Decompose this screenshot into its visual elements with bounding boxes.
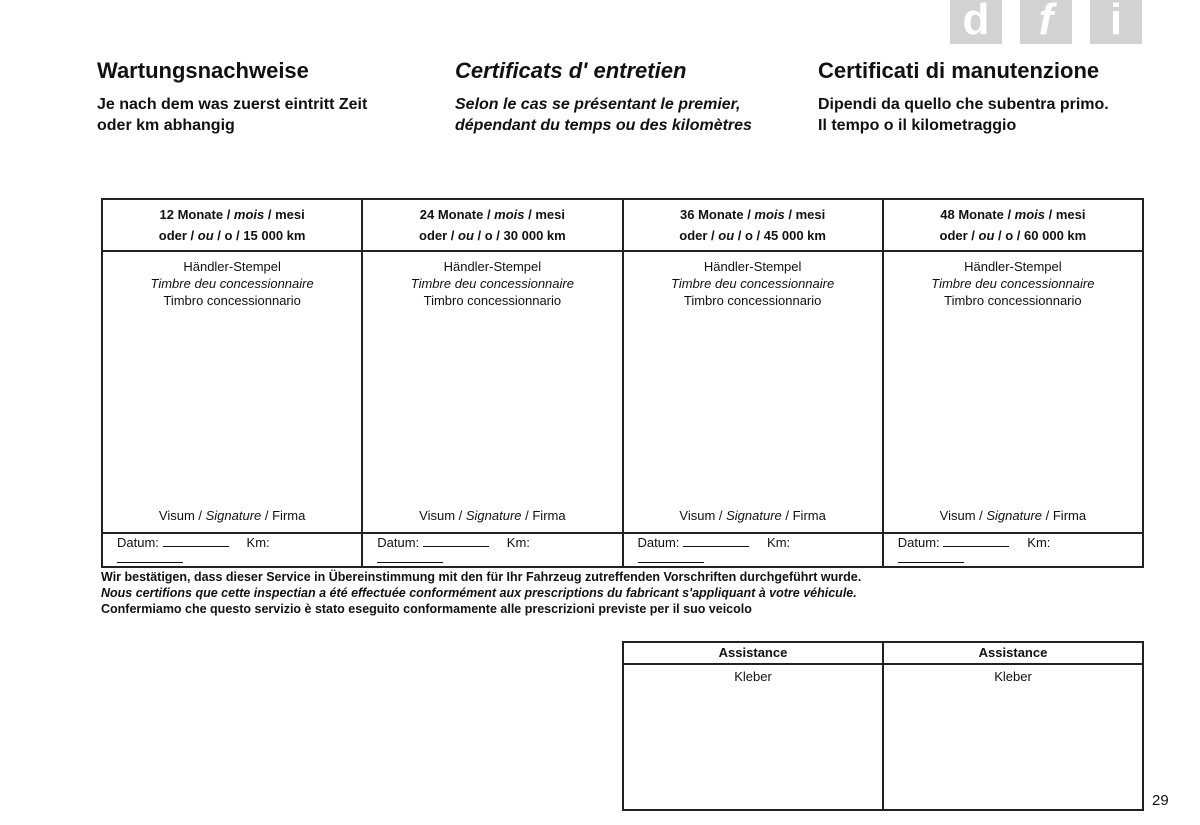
cell-text: 30 000 km bbox=[503, 228, 566, 243]
cell-text: Signature bbox=[205, 508, 262, 523]
cell-text: / Firma bbox=[1042, 508, 1087, 523]
cell-text: / bbox=[1003, 207, 1015, 222]
assistance-sticker-field[interactable]: Kleber bbox=[883, 664, 1143, 810]
heading-sub: dépendant du temps ou des kilomètres bbox=[455, 117, 752, 134]
cell-text: / mesi bbox=[788, 207, 826, 222]
cell-text: Timbre deu concessionnaire bbox=[410, 276, 574, 291]
cell-text: mois bbox=[494, 207, 525, 222]
signature-label bbox=[624, 507, 882, 524]
cell-text bbox=[898, 550, 964, 563]
signature-label bbox=[103, 507, 361, 524]
signature-label bbox=[363, 507, 621, 524]
cell-text bbox=[363, 225, 621, 246]
language-tab-i: i bbox=[1090, 0, 1142, 44]
cell-text: 36 Monate bbox=[680, 207, 744, 222]
cell-text: mois bbox=[754, 207, 785, 222]
cell-text: / Firma bbox=[781, 508, 826, 523]
cell-text: Signature bbox=[465, 508, 522, 523]
cell-text: ou bbox=[197, 228, 214, 243]
cell-text bbox=[363, 204, 621, 225]
dealer-stamp-field[interactable] bbox=[362, 251, 622, 533]
cell-text: Datum: bbox=[897, 535, 940, 550]
cell-text bbox=[103, 225, 361, 246]
dealer-stamp-field[interactable] bbox=[102, 251, 362, 533]
cell-text: / o / bbox=[473, 228, 504, 243]
cell-text: / bbox=[743, 207, 755, 222]
cell-text: mois bbox=[1014, 207, 1046, 222]
cell-text: oder / bbox=[939, 228, 979, 243]
cell-text: Visum / bbox=[158, 508, 206, 523]
cell-text: Timbre deu concessionnaire bbox=[931, 276, 1095, 291]
cell-text: oder / bbox=[158, 228, 198, 243]
heading-sub: oder km abhangig bbox=[97, 117, 235, 134]
heading-sub: Dipendi da quello che subentra primo. bbox=[818, 96, 1109, 113]
heading-title: Certificats d' entretien bbox=[455, 58, 687, 83]
cell-text: Timbro concessionnario bbox=[944, 293, 1082, 308]
cell-text: / Firma bbox=[521, 508, 566, 523]
cell-text bbox=[624, 225, 882, 246]
cell-text: Signature bbox=[726, 508, 782, 523]
cert-de: Wir bestätigen, dass dieser Service in Übereinstimmung mit den für Ihr Fahrzeug zutreffenden Vorschriften durchgeführt wurde. bbox=[101, 570, 862, 584]
cell-text bbox=[423, 534, 489, 547]
service-table bbox=[101, 198, 1144, 568]
cell-text: / bbox=[483, 207, 495, 222]
cell-text: Timbre deu concessionnaire bbox=[671, 276, 835, 291]
assistance-header: Assistance bbox=[883, 642, 1143, 664]
cell-text: / mesi bbox=[528, 207, 565, 222]
cell-text bbox=[683, 534, 749, 547]
date-km-field[interactable] bbox=[102, 533, 362, 567]
cell-text: / o / bbox=[994, 228, 1025, 243]
cell-text: Signature bbox=[986, 508, 1043, 523]
date-km-field[interactable] bbox=[623, 533, 883, 567]
cell-text: / mesi bbox=[267, 207, 305, 222]
cell-text bbox=[638, 550, 704, 563]
cell-text bbox=[103, 204, 361, 225]
assistance-header: Assistance bbox=[623, 642, 883, 664]
heading-sub: Il tempo o il kilometraggio bbox=[818, 117, 1017, 134]
cell-text: / Firma bbox=[261, 508, 306, 523]
cell-text: / o / bbox=[734, 228, 764, 243]
cell-text: Visum / bbox=[679, 508, 727, 523]
cell-text: Visum / bbox=[939, 508, 987, 523]
cell-text bbox=[117, 550, 183, 563]
certification-text bbox=[101, 569, 861, 617]
cell-text: Datum: bbox=[377, 535, 420, 550]
cell-text: Datum: bbox=[117, 535, 159, 550]
cell-text bbox=[377, 550, 443, 563]
cert-it: Confermiamo che questo servizio è stato eseguito conformamente alle prescrizioni previste per il suo veicolo bbox=[101, 602, 752, 616]
interval-header bbox=[362, 199, 622, 251]
interval-header bbox=[623, 199, 883, 251]
cell-text: / o / bbox=[213, 228, 244, 243]
cell-text: Km: bbox=[1027, 535, 1051, 550]
cell-text: ou bbox=[718, 228, 735, 243]
heading-sub: Selon le cas se présentant le premier, bbox=[455, 96, 741, 113]
cell-text: Km: bbox=[506, 535, 530, 550]
cell-text: 24 Monate bbox=[419, 207, 484, 222]
assistance-table bbox=[622, 641, 1144, 811]
cell-text: 60 000 km bbox=[1024, 228, 1087, 243]
cell-text: Visum / bbox=[419, 508, 466, 523]
signature-label bbox=[884, 507, 1142, 524]
cell-text: Km: bbox=[246, 535, 270, 550]
cell-text bbox=[624, 204, 882, 225]
cert-fr: Nous certifions que cette inspectian a été effectuée conformément aux prescriptions du fabricant s'appliquant à votre véhicule. bbox=[101, 586, 857, 600]
language-tab-d: d bbox=[950, 0, 1002, 44]
date-km-field[interactable] bbox=[362, 533, 622, 567]
cell-text: ou bbox=[458, 228, 474, 243]
page-number: 29 bbox=[1152, 792, 1169, 809]
cell-text bbox=[943, 534, 1009, 547]
cell-text: Km: bbox=[767, 535, 791, 550]
heading-fr bbox=[455, 58, 752, 136]
cell-text: 48 Monate bbox=[940, 207, 1004, 222]
cell-text: Händler-Stempel bbox=[964, 259, 1062, 274]
cell-text: Timbro concessionnario bbox=[423, 293, 562, 308]
cell-text: Händler-Stempel bbox=[703, 259, 802, 274]
heading-title: Certificati di manutenzione bbox=[818, 58, 1100, 83]
cell-text: 15 000 km bbox=[243, 228, 306, 243]
cell-text bbox=[884, 204, 1142, 225]
cell-text: Timbro concessionnario bbox=[163, 293, 301, 308]
cell-text bbox=[163, 534, 229, 547]
cell-text: oder / bbox=[419, 228, 459, 243]
cell-text bbox=[884, 225, 1142, 246]
cell-text: Händler-Stempel bbox=[183, 259, 281, 274]
interval-header bbox=[102, 199, 362, 251]
cell-text: / bbox=[223, 207, 234, 222]
cell-text: ou bbox=[978, 228, 995, 243]
cell-text: Händler-Stempel bbox=[443, 259, 542, 274]
heading-title: Wartungsnachweise bbox=[97, 58, 309, 83]
cell-text: Datum: bbox=[637, 535, 680, 550]
date-km-field[interactable] bbox=[883, 533, 1143, 567]
cell-text: Timbro concessionnario bbox=[683, 293, 822, 308]
cell-text: / mesi bbox=[1048, 207, 1086, 222]
heading-de bbox=[97, 58, 367, 136]
dealer-stamp-field[interactable] bbox=[623, 251, 883, 533]
heading-sub: Je nach dem was zuerst eintritt Zeit bbox=[97, 96, 368, 113]
cell-text: 45 000 km bbox=[763, 228, 826, 243]
cell-text: mois bbox=[233, 207, 265, 222]
dealer-stamp-field[interactable] bbox=[883, 251, 1143, 533]
interval-header bbox=[883, 199, 1143, 251]
assistance-sticker-field[interactable]: Kleber bbox=[623, 664, 883, 810]
cell-text: Timbre deu concessionnaire bbox=[150, 276, 314, 291]
language-tab-f: f bbox=[1020, 0, 1072, 44]
heading-it bbox=[818, 58, 1109, 136]
cell-text: oder / bbox=[679, 228, 719, 243]
cell-text: 12 Monate bbox=[159, 207, 224, 222]
